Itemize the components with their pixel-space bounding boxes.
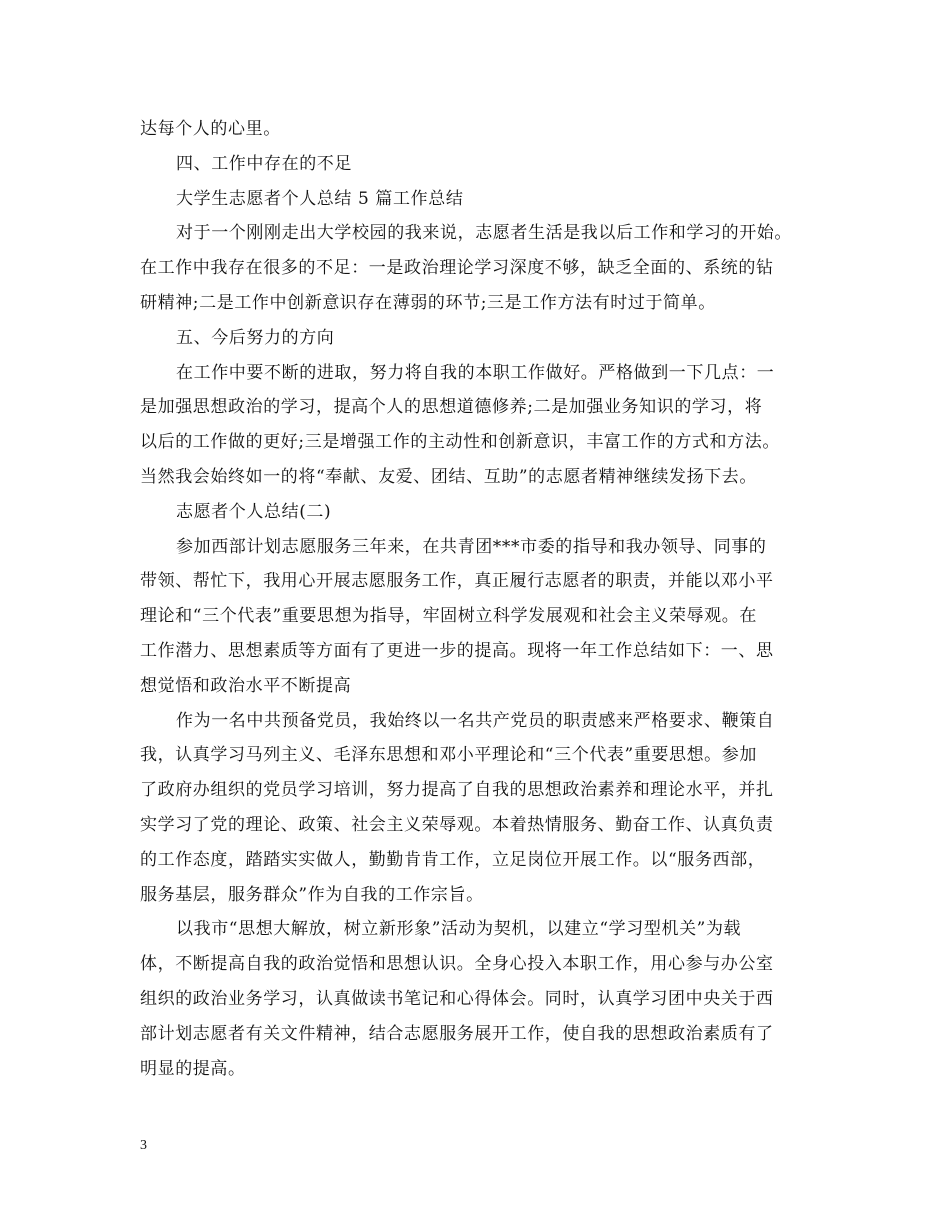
- text-line: 想觉悟和政治水平不断提高: [140, 675, 352, 696]
- text-line: 以后的工作做的更好;三是增强工作的主动性和创新意识，丰富工作的方式和方法。: [140, 432, 780, 453]
- text-line: 是加强思想政治的学习，提高个人的思想道德修养;二是加强业务知识的学习，将: [140, 397, 763, 418]
- text-line: 大学生志愿者个人总结 5 篇工作总结: [176, 188, 464, 209]
- text-line: 实学习了党的理论、政策、社会主义荣辱观。本着热情服务、勤奋工作、认真负责: [140, 814, 774, 835]
- text-line: 我，认真学习马列主义、毛泽东思想和邓小平理论和“三个代表”重要思想。参加: [140, 745, 757, 766]
- text-line: 以我市“思想大解放，树立新形象”活动为契机，以建立“学习型机关”为载: [176, 919, 742, 940]
- text-line: 体，不断提高自我的政治觉悟和思想认识。全身心投入本职工作，用心参与办公室: [140, 954, 774, 975]
- text-line: 对于一个刚刚走出大学校园的我来说，志愿者生活是我以后工作和学习的开始。: [176, 223, 792, 244]
- text-line: 五、今后努力的方向: [176, 327, 335, 348]
- text-line: 参加西部计划志愿服务三年来，在共青团***市委的指导和我办领导、同事的: [176, 536, 767, 557]
- text-line: 作为一名中共预备党员，我始终以一名共产党员的职责感来严格要求、鞭策自: [176, 710, 775, 731]
- text-line: 达每个人的心里。: [140, 119, 281, 139]
- text-line: 组织的政治业务学习，认真做读书笔记和心得体会。同时，认真学习团中央关于西: [140, 988, 774, 1009]
- text-line: 工作潜力、思想素质等方面有了更进一步的提高。现将一年工作总结如下：一、思: [140, 640, 774, 661]
- text-line: 研精神;二是工作中创新意识存在薄弱的环节;三是工作方法有时过于简单。: [140, 292, 716, 313]
- text-line: 部计划志愿者有关文件精神，结合志愿服务展开工作，使自我的思想政治素质有了: [140, 1023, 774, 1044]
- text-line: 明显的提高。: [140, 1058, 246, 1079]
- text-line: 带领、帮忙下，我用心开展志愿服务工作，真正履行志愿者的职责，并能以邓小平: [140, 571, 774, 592]
- text-line: 四、工作中存在的不足: [176, 153, 352, 174]
- page-number: 3: [140, 1138, 147, 1153]
- text-line: 志愿者个人总结(二): [176, 501, 332, 522]
- document-body: [140, 112, 812, 1086]
- text-line: 理论和“三个代表”重要思想为指导，牢固树立科学发展观和社会主义荣辱观。在: [140, 606, 757, 627]
- text-line: 的工作态度，踏踏实实做人，勤勤肯肯工作，立足岗位开展工作。以“服务西部，: [140, 849, 766, 870]
- text-line: 了政府办组织的党员学习培训，努力提高了自我的思想政治素养和理论水平，并扎: [140, 780, 774, 801]
- text-line: 当然我会始终如一的将“奉献、友爱、团结、互助”的志愿者精神继续发扬下去。: [140, 466, 757, 487]
- text-line: 在工作中我存在很多的不足：一是政治理论学习深度不够，缺乏全面的、系统的钻: [140, 258, 774, 279]
- text-line: 服务基层，服务群众”作为自我的工作宗旨。: [140, 884, 484, 905]
- text-line: 在工作中要不断的进取，努力将自我的本职工作做好。严格做到一下几点：一: [176, 362, 775, 383]
